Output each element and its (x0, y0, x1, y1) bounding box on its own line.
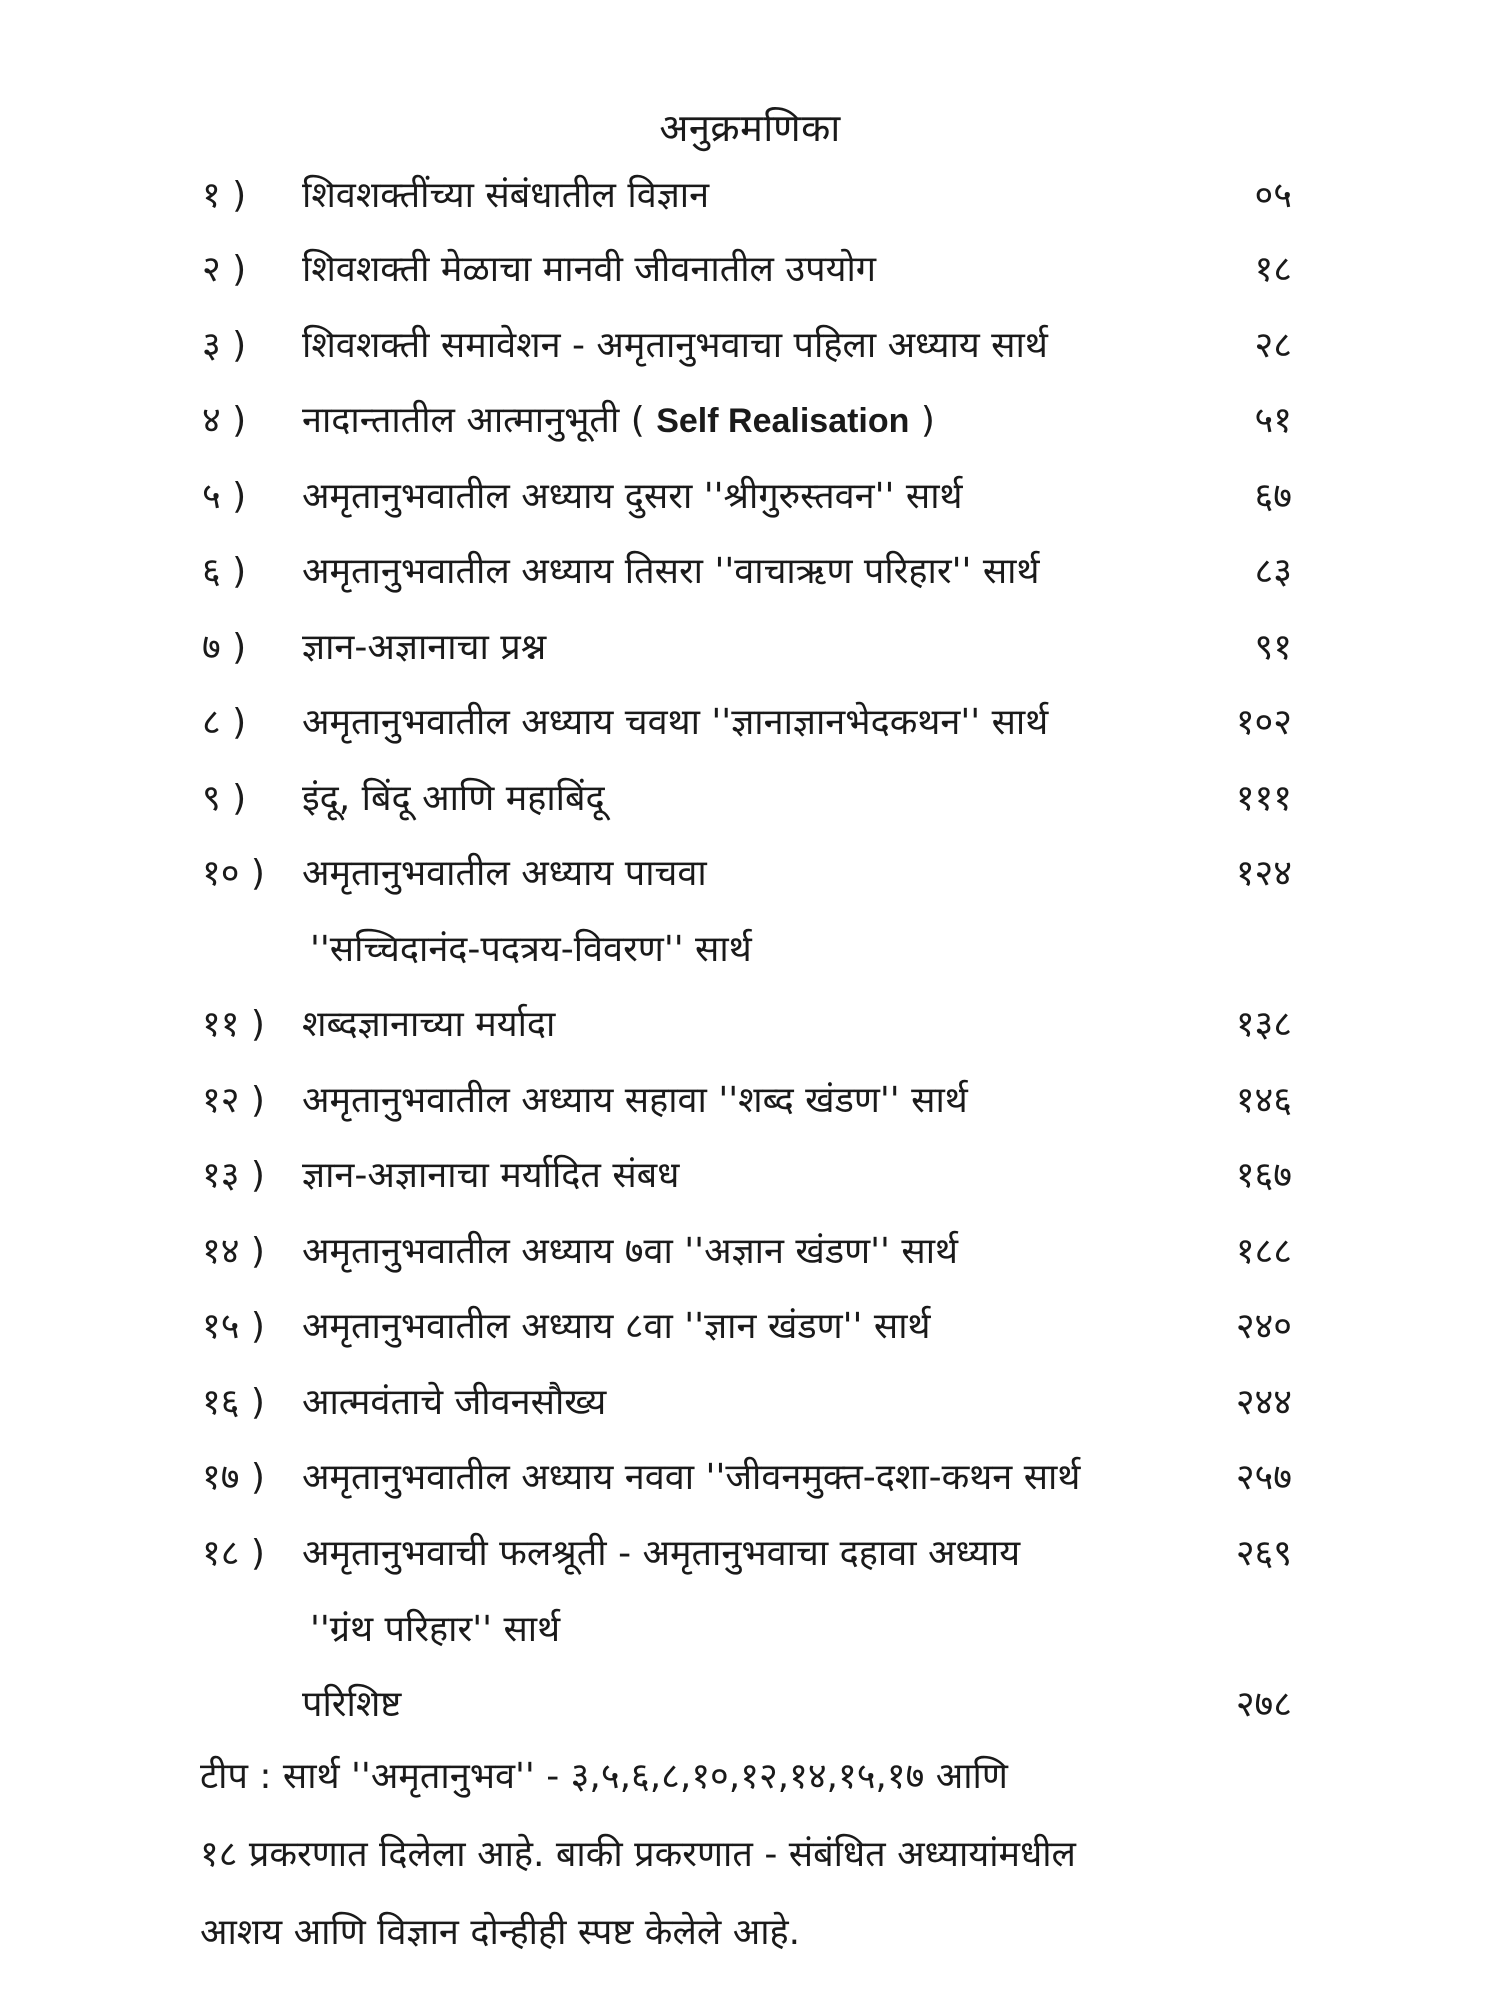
entry-title: इंदू, बिंदू आणि महाबिंदू (302, 778, 605, 819)
footnote-line-2: १८ प्रकरणात दिलेला आहे. बाकी प्रकरणात - संबंधित अध्यायांमधील (200, 1834, 1076, 1875)
toc-entry-10 (0, 844, 1500, 904)
toc-entry-10-continued (0, 920, 1500, 980)
toc-entry-17 (0, 1448, 1500, 1508)
toc-entry-14 (0, 1222, 1500, 1282)
entry-page: १८ (1254, 249, 1292, 290)
toc-entry-8 (0, 693, 1500, 753)
entry-number: १ ) (202, 175, 247, 216)
entry-page: १०२ (1235, 702, 1292, 743)
entry-page: ६७ (1254, 476, 1292, 517)
entry-number: ६ ) (202, 551, 247, 592)
entry-page: २४० (1235, 1306, 1292, 1347)
toc-entry-3 (0, 316, 1500, 376)
toc-entry-12 (0, 1071, 1500, 1131)
footnote (200, 1738, 1310, 1972)
toc-entry-5 (0, 467, 1500, 527)
entry-number: १६ ) (202, 1382, 265, 1423)
entry-number: १८ ) (202, 1533, 265, 1574)
entry-page: ५१ (1254, 400, 1292, 441)
entry-title: ज्ञान-अज्ञानाचा प्रश्न (302, 627, 547, 668)
page-title: अनुक्रमणिका (659, 106, 841, 150)
entry-title: शिवशक्तींच्या संबंधातील विज्ञान (302, 175, 710, 216)
entry-title: अमृतानुभवातील अध्याय सहावा ''शब्द खंडण'' सार्थ (302, 1080, 968, 1121)
entry-number: ५ ) (202, 476, 247, 517)
entry-number: ९ ) (202, 778, 247, 819)
toc-entry-16 (0, 1373, 1500, 1433)
entry-title: अमृतानुभवातील अध्याय पाचवा (302, 853, 707, 894)
entry-title-continuation: ''ग्रंथ परिहार'' सार्थ (310, 1609, 561, 1650)
toc-entry-15 (0, 1297, 1500, 1357)
entry-title: अमृतानुभवातील अध्याय ८वा ''ज्ञान खंडण'' सार्थ (302, 1306, 931, 1347)
toc-entry-18-continued (0, 1600, 1500, 1660)
entry-number: १५ ) (202, 1306, 265, 1347)
toc-entry-1 (0, 166, 1500, 226)
footnote-line-3: आशय आणि विज्ञान दोन्हीही स्पष्ट केलेले आहे. (200, 1912, 801, 1953)
entry-title: आत्मवंताचे जीवनसौख्य (302, 1382, 607, 1423)
entry-page: २५७ (1235, 1457, 1292, 1498)
entry-title: अमृतानुभवातील अध्याय चवथा ''ज्ञानाज्ञानभेदकथन'' सार्थ (302, 702, 1049, 743)
entry-page: २६९ (1235, 1533, 1292, 1574)
toc-entry-7 (0, 618, 1500, 678)
entry-title: शब्दज्ञानाच्या मर्यादा (302, 1004, 556, 1045)
entry-number: १३ ) (202, 1155, 265, 1196)
entry-title-continuation: ''सच्चिदानंद-पदत्रय-विवरण'' सार्थ (310, 929, 752, 970)
entry-page: १८८ (1235, 1231, 1292, 1272)
entry-page: ०५ (1254, 175, 1292, 216)
entry-page: १२४ (1235, 853, 1292, 894)
entry-number: १४ ) (202, 1231, 265, 1272)
entry-number: ४ ) (202, 400, 247, 441)
entry-page: १११ (1235, 778, 1292, 819)
entry-number: १० ) (202, 853, 265, 894)
entry-title: शिवशक्ती समावेशन - अमृतानुभवाचा पहिला अध्याय सार्थ (302, 325, 1048, 366)
entry-page: १६७ (1235, 1155, 1292, 1196)
entry-number: २ ) (202, 249, 247, 290)
entry-title-latin: Self Realisation (656, 402, 910, 440)
entry-title (302, 391, 935, 451)
entry-page: ८३ (1254, 551, 1292, 592)
toc-entry-2 (0, 240, 1500, 300)
entry-page: १४६ (1235, 1080, 1292, 1121)
footnote-line-1: टीप : सार्थ ''अमृतानुभव'' - ३,५,६,८,१०,१२,१४,१५,१७ आणि (200, 1756, 1008, 1797)
toc-entry-4 (0, 391, 1500, 451)
toc-entry-9 (0, 769, 1500, 829)
entry-title: परिशिष्ट (302, 1684, 402, 1725)
entry-number: ३ ) (202, 325, 247, 366)
entry-number: ७ ) (202, 627, 247, 668)
entry-page: २८ (1254, 325, 1292, 366)
entry-title: शिवशक्ती मेळाचा मानवी जीवनातील उपयोग (302, 249, 877, 290)
toc-entry-18 (0, 1524, 1500, 1584)
entry-title: ज्ञान-अज्ञानाचा मर्यादित संबध (302, 1155, 680, 1196)
entry-page: २७८ (1235, 1684, 1292, 1725)
entry-number: १७ ) (202, 1457, 265, 1498)
entry-page: १३८ (1235, 1004, 1292, 1045)
entry-title: अमृतानुभवातील अध्याय तिसरा ''वाचाऋण परिहार'' सार्थ (302, 551, 1040, 592)
entry-title: अमृतानुभवातील अध्याय ७वा ''अज्ञान खंडण'' सार्थ (302, 1231, 959, 1272)
toc-entry-11 (0, 995, 1500, 1055)
toc-entry-appendix (0, 1675, 1500, 1735)
entry-number: ८ ) (202, 702, 247, 743)
entry-number: ११ ) (202, 1004, 265, 1045)
entry-title: अमृतानुभवातील अध्याय नववा ''जीवनमुक्त-दशा-कथन सार्थ (302, 1457, 1081, 1498)
toc-entry-13 (0, 1146, 1500, 1206)
entry-page: २४४ (1235, 1382, 1292, 1423)
entry-page: ९१ (1254, 627, 1292, 668)
entry-number: १२ ) (202, 1080, 265, 1121)
entry-title: अमृतानुभवातील अध्याय दुसरा ''श्रीगुरुस्तवन'' सार्थ (302, 476, 963, 517)
entry-title-end: ) (909, 400, 935, 441)
entry-title: अमृतानुभवाची फलश्रूती - अमृतानुभवाचा दहावा अध्याय (302, 1533, 1021, 1574)
entry-title-start: नादान्तातील आत्मानुभूती ( (302, 400, 645, 441)
toc-entry-6 (0, 542, 1500, 602)
